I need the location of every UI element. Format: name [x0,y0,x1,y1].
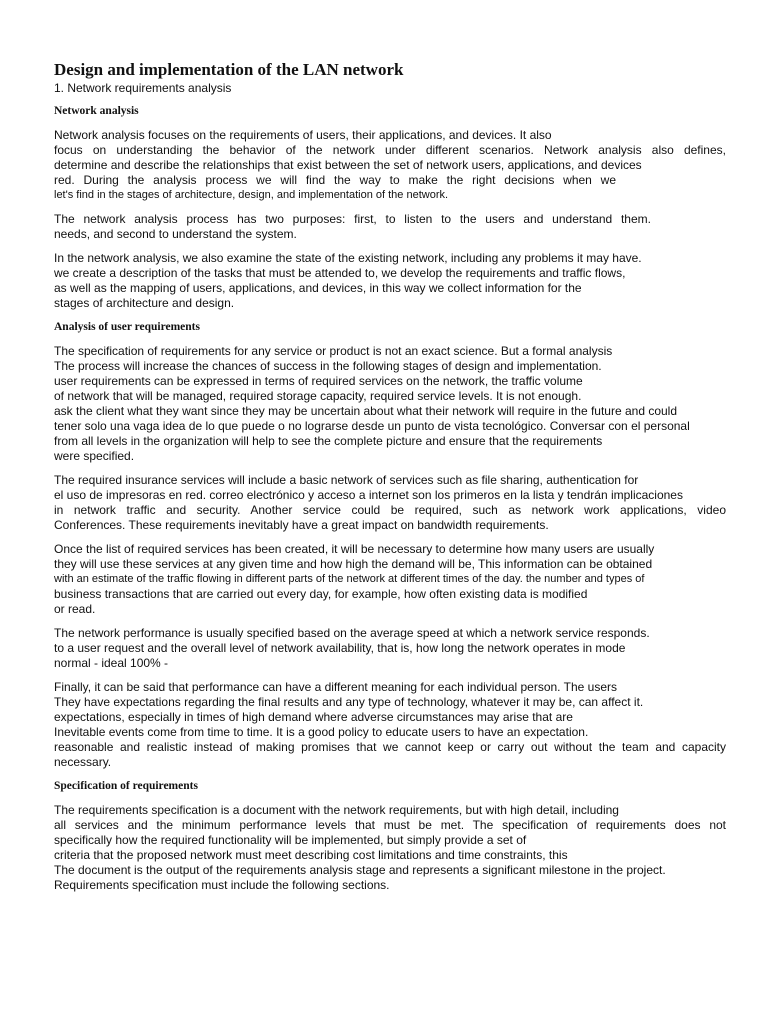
paragraph-line: they will use these services at any given time and how high the demand will be, This information can be obtained [54,557,653,571]
paragraph-line: The required insurance services will include a basic network of services such as file sharing, authentication for [54,473,639,487]
paragraph [54,542,726,617]
paragraph-line: ask the client what they want since they may be uncertain about what their network will require in the future and could [54,404,678,418]
section-heading: Analysis of user requirements [54,321,200,333]
paragraph [54,680,726,770]
paragraph-line: to a user request and the overall level of network availability, that is, how long the network operates in mode [54,641,626,655]
paragraph-line: from all levels in the organization will help to see the complete picture and ensure that the requirements [54,434,603,448]
paragraph-line: let's find in the stages of architecture, design, and implementation of the network. [54,189,449,201]
paragraph-line: The document is the output of the requirements analysis stage and represents a significant milestone in the project. [54,863,666,877]
paragraph [54,212,726,242]
paragraph-line: we create a description of the tasks that must be attended to, we develop the requirements and traffic flows, [54,266,626,280]
paragraph-line: The specification of requirements for any service or product is not an exact science. But a formal analysis [54,344,613,358]
paragraph-line: in network traffic and security. Another service could be required, such as network work applications, video [54,503,726,517]
paragraph-line: business transactions that are carried out every day, for example, how often existing data is modified [54,587,588,601]
paragraph-line: red. During the analysis process we will find the way to make the right decisions when we [54,173,616,187]
paragraph-line: The network analysis process has two purposes: first, to listen to the users and understand them. [54,212,651,226]
paragraph-line: normal - ideal 100% - [54,656,169,670]
paragraph-line: expectations, especially in times of high demand where adverse circumstances may arise that are [54,710,573,724]
paragraph-line: Conferences. These requirements inevitably have a great impact on bandwidth requirements. [54,518,549,532]
paragraph-line: They have expectations regarding the final results and any type of technology, whatever it may be, can affect it. [54,695,644,709]
paragraph-line: tener solo una vaga idea de lo que puede o no lograrse desde un punto de vista tecnológico. Conversar con el personal [54,419,690,433]
paragraph-line: necessary. [54,755,112,769]
document-title: Design and implementation of the LAN network [54,60,404,79]
paragraph-line: specifically how the required functionality will be implemented, but simply provide a set of [54,833,527,847]
document-sections [54,104,726,893]
paragraph-line: Finally, it can be said that performance can have a different meaning for each individual person. The users [54,680,617,694]
paragraph-line: reasonable and realistic instead of making promises that we cannot keep or carry out without the team and capacity [54,740,726,754]
paragraph [54,803,726,893]
paragraph-line: The requirements specification is a document with the network requirements, but with high detail, including [54,803,619,817]
paragraph [54,251,726,311]
paragraph-line: In the network analysis, we also examine the state of the existing network, including any problems it may have. [54,251,642,265]
paragraph-line: of network that will be managed, required storage capacity, required service levels. It is not enough. [54,389,582,403]
paragraph [54,626,726,671]
paragraph-line: as well as the mapping of users, applications, and devices, in this way we collect information for the [54,281,582,295]
paragraph-line: Network analysis focuses on the requirements of users, their applications, and devices. It also [54,128,552,142]
paragraph [54,344,726,464]
paragraph-line: or read. [54,602,96,616]
paragraph-line: Inevitable events come from time to time. It is a good policy to educate users to have an expectation. [54,725,589,739]
paragraph-line: The process will increase the chances of success in the following stages of design and implementation. [54,359,602,373]
paragraph-line: el uso de impresoras en red. correo electrónico y acceso a internet son los primeros en la lista y tendrán implicaciones [54,488,683,502]
paragraph-line: stages of architecture and design. [54,296,235,310]
paragraph-line: all services and the minimum performance levels that must be met. The specification of requirements does not [54,818,726,832]
paragraph-line: focus on understanding the behavior of the network under different scenarios. Network analysis also defines, [54,143,726,157]
paragraph-line: determine and describe the relationships that exist between the set of network users, applications, and devices [54,158,642,172]
paragraph-line: Once the list of required services has been created, it will be necessary to determine how many users are usually [54,542,655,556]
section-heading: Specification of requirements [54,780,198,792]
paragraph-line: with an estimate of the traffic flowing in different parts of the network at different times of the day. the number and types of [54,573,645,585]
paragraph-line: Requirements specification must include the following sections. [54,878,390,892]
paragraph-line: user requirements can be expressed in terms of required services on the network, the traffic volume [54,374,583,388]
section-heading: Network analysis [54,105,139,117]
paragraph-line: The network performance is usually specified based on the average speed at which a network service responds. [54,626,650,640]
paragraph [54,128,726,203]
paragraph-line: were specified. [54,449,135,463]
paragraph-line: criteria that the proposed network must meet describing cost limitations and time constraints, this [54,848,568,862]
document-subtitle: 1. Network requirements analysis [54,81,232,95]
document-body [54,60,726,902]
paragraph-line: needs, and second to understand the system. [54,227,297,241]
paragraph [54,473,726,533]
